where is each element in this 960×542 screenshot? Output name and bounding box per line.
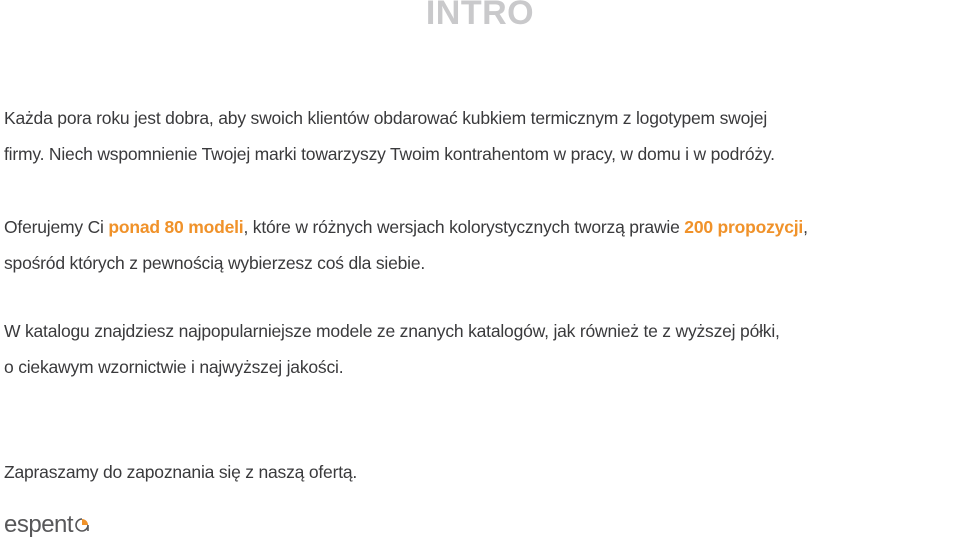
closing-paragraph	[4, 454, 958, 490]
models-count-highlight: ponad 80 modeli	[108, 217, 244, 237]
offer-text-mid: , które w różnych wersjach kolorystycznych tworzą prawie	[243, 217, 685, 237]
catalog-line-1: W katalogu znajdziesz najpopularniejsze modele ze znanych katalogów, jak również te z wyższej półki,	[4, 321, 780, 341]
catalog-paragraph	[4, 313, 958, 385]
offer-paragraph	[4, 209, 958, 281]
logo-a-mark-icon	[74, 516, 90, 534]
closing-line: Zapraszamy do zapoznania się z naszą ofertą.	[4, 462, 358, 482]
proposals-count-highlight: 200 propozycji	[684, 217, 804, 237]
page-title: INTRO	[425, 0, 535, 32]
logo-wordmark: espent	[4, 511, 74, 538]
intro-line-1: Każda pora roku jest dobra, aby swoich klientów obdarować kubkiem termicznym z logotypem swojej	[4, 108, 768, 128]
intro-line-2: firmy. Niech wspomnienie Twojej marki towarzyszy Twoim kontrahentom w pracy, w domu i w podróży.	[4, 144, 775, 164]
offer-line-1	[4, 209, 958, 245]
intro-paragraph	[4, 100, 958, 172]
offer-text-pre: Oferujemy Ci	[4, 217, 109, 237]
offer-line-2: spośród których z pewnością wybierzesz coś dla siebie.	[4, 253, 426, 273]
catalog-line-2: o ciekawym wzornictwie i najwyższej jakości.	[4, 357, 344, 377]
offer-text-post: ,	[803, 217, 808, 237]
espenta-logo	[4, 510, 90, 540]
